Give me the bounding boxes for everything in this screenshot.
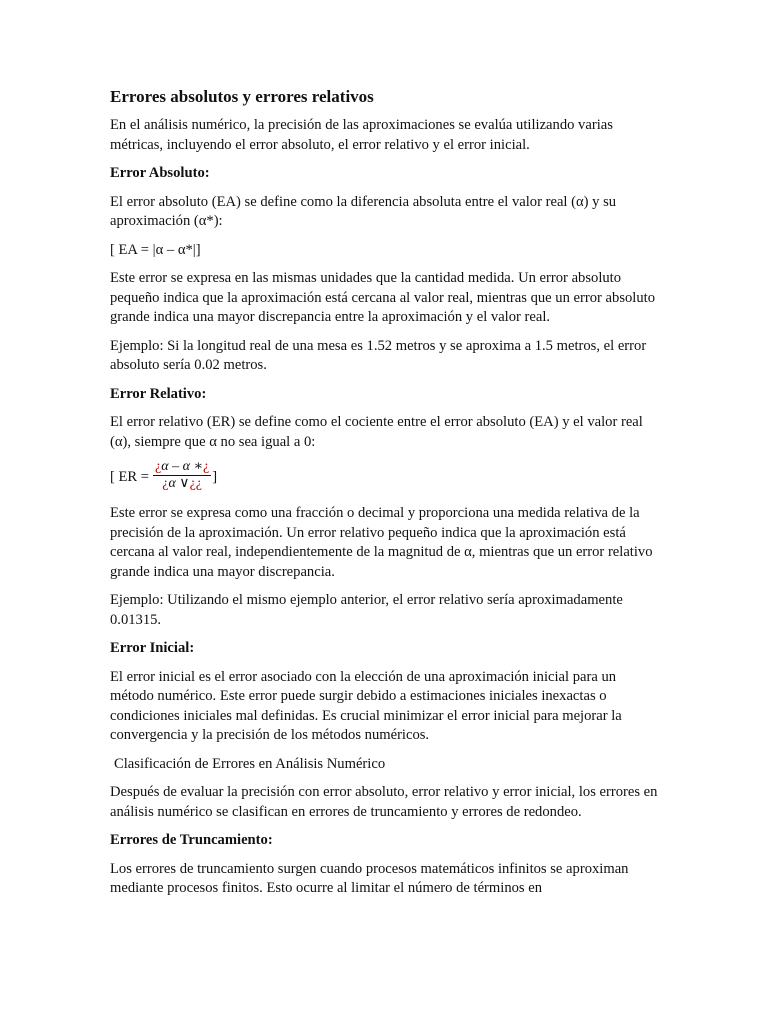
initial-error-heading: Error Inicial:	[110, 640, 195, 656]
classification-paragraph: Después de evaluar la precisión con error absoluto, error relativo y error inicial, los errores en análisis numérico se clasifican en errores de truncamiento y errores de redondeo.	[110, 784, 658, 820]
relative-error-example: Ejemplo: Utilizando el mismo ejemplo anterior, el error relativo sería aproximadamente 0.01315.	[110, 592, 623, 628]
intro-paragraph: En el análisis numérico, la precisión de las aproximaciones se evalúa utilizando varias métricas, incluyendo el error absoluto, el error relativo y el error inicial.	[110, 117, 613, 153]
denominator-body: α ∨	[168, 475, 190, 491]
absolute-error-definition: El error absoluto (EA) se define como la diferencia absoluta entre el valor real (α) y su aproximación (α*):	[110, 193, 617, 229]
fraction-numerator	[153, 459, 211, 476]
relative-error-definition: El error relativo (ER) se define como el cociente entre el error absoluto (EA) y el valor real (α), siempre que α no sea igual a 0:	[110, 414, 643, 450]
truncation-error-paragraph: Los errores de truncamiento surgen cuando procesos matemáticos infinitos se aproximan mediante procesos finitos. Esto ocurre al limitar el número de términos en	[110, 860, 629, 896]
relative-error-explanation: Este error se expresa como una fracción o decimal y proporciona una medida relativa de la precisión de la aproximación. Un error relativo pequeño indica que la aproximación está cercana al valor real, independientemente de la magnitud de α, mientras que un error relativo grande indica una mayor discrepancia.	[110, 505, 653, 580]
document-title: Errores absolutos y errores relativos	[110, 87, 374, 106]
document-page	[110, 86, 658, 908]
classification-heading: Clasificación de Errores en Análisis Numérico	[114, 755, 386, 772]
absolute-error-example: Ejemplo: Si la longitud real de una mesa es 1.52 metros y se aproxima a 1.5 metros, el error absoluto sería 0.02 metros.	[110, 337, 647, 373]
formula-prefix: [ ER =	[110, 468, 150, 485]
fraction-denominator	[160, 476, 204, 492]
relative-error-heading: Error Relativo:	[110, 385, 207, 402]
absolute-error-formula: [ EA = |α – α*|]	[110, 241, 201, 258]
absolute-error-explanation: Este error se expresa en las mismas unidades que la cantidad medida. Un error absoluto pequeño indica que la aproximación está cercana al valor real, mientras que un error absoluto grande indica una mayor discrepancia entre la aproximación y el valor real.	[110, 270, 656, 325]
relative-error-formula	[110, 459, 658, 495]
formula-suffix: ]	[212, 468, 218, 485]
truncation-error-heading: Errores de Truncamiento:	[110, 832, 273, 848]
initial-error-explanation: El error inicial es el error asociado con la elección de una aproximación inicial para un método numérico. Este error puede surgir debido a estimaciones iniciales inexactas o condiciones iniciales mal definidas. Es crucial minimizar el error inicial para mejorar la convergencia y la precisión de los métodos numéricos.	[110, 668, 622, 743]
numerator-mark-right: ¿	[202, 458, 210, 474]
formula-fraction	[153, 459, 211, 492]
denominator-mark-right: ¿¿	[189, 475, 202, 491]
absolute-error-heading: Error Absoluto:	[110, 165, 210, 181]
numerator-mark-left: ¿	[155, 458, 162, 474]
denominator-mark-left: ¿	[162, 475, 169, 491]
numerator-body: α – α ∗	[161, 458, 203, 474]
